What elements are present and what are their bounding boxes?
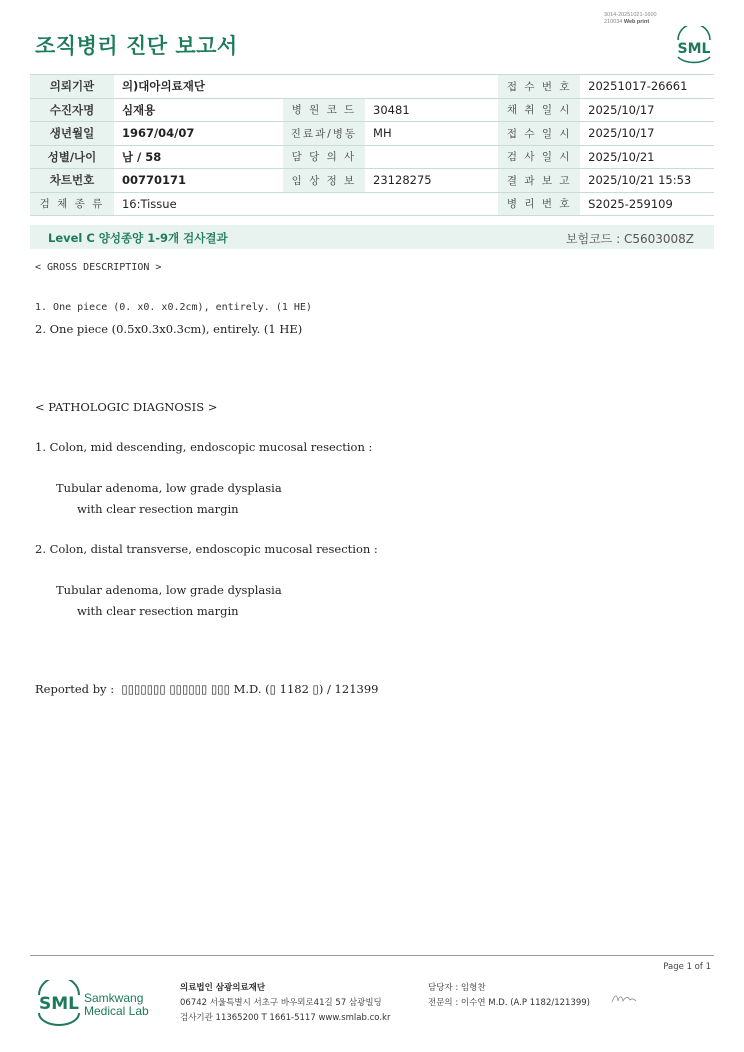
diagnosis-2-site: 2. Colon, distal transverse, endoscopic mucosal resection : <box>35 542 378 556</box>
info-value: 남 / 58 <box>114 145 283 169</box>
footer-organization: 의료법인 삼광의료재단 <box>180 983 266 993</box>
info-label: 결 과 보 고 <box>498 169 580 193</box>
footer-manager: 담당자 : 임형찬 <box>428 983 486 993</box>
reported-by: Reported by : ▯▯▯▯▯▯▯ ▯▯▯▯▯▯ ▯▯▯ M.D. (▯ 1182 ▯) / 121399 <box>35 682 379 696</box>
info-label: 병 리 번 호 <box>498 192 580 216</box>
document-code-number: 210034 <box>604 19 623 25</box>
info-value: 1967/04/07 <box>114 122 283 146</box>
footer-address: 06742 서울특별시 서초구 바우뫼로41길 57 삼광빌딩 <box>180 998 382 1008</box>
document-code-line1: 3014-20251021-1600 <box>604 12 657 18</box>
footer-lab-contact: 검사기관 11365200 T 1661-5117 www.smlab.co.kr <box>180 1013 391 1023</box>
info-value: S2025-259109 <box>580 192 714 216</box>
gross-item-1: 1. One piece (0. x0. x0.2cm), entirely. (1 HE) <box>35 302 312 313</box>
info-label: 진료과/병동 <box>283 122 365 146</box>
info-label: 병 원 코 드 <box>283 98 365 122</box>
sml-logo-text: SML <box>677 41 711 57</box>
page-number: Page 1 of 1 <box>663 962 711 972</box>
info-row <box>30 75 714 99</box>
info-value <box>365 145 498 169</box>
samkwang-logo-text: SML <box>39 994 79 1014</box>
diagnosis-1-site: 1. Colon, mid descending, endoscopic mucosal resection : <box>35 440 373 454</box>
info-label: 의뢰기관 <box>30 75 114 99</box>
info-label: 채 취 일 시 <box>498 98 580 122</box>
test-level-title: Level C 양성종양 1-9개 검사결과 <box>48 231 228 245</box>
info-label: 검 체 종 류 <box>30 192 114 216</box>
info-row <box>30 122 714 146</box>
footer-divider <box>30 955 714 956</box>
test-level-bar <box>30 225 714 249</box>
document-code <box>604 12 657 26</box>
diagnosis-2-margin: with clear resection margin <box>77 604 239 618</box>
info-value: 23128275 <box>365 169 498 193</box>
samkwang-logo-icon <box>36 980 166 1026</box>
diagnosis-2-finding: Tubular adenoma, low grade dysplasia <box>56 583 282 597</box>
info-value: 심재용 <box>114 98 283 122</box>
info-value: 2025/10/21 <box>580 145 714 169</box>
report-title: 조직병리 진단 보고서 <box>35 34 238 58</box>
info-label: 접 수 일 시 <box>498 122 580 146</box>
info-value: 의)대아의료재단 <box>114 75 498 99</box>
info-label: 차트번호 <box>30 169 114 193</box>
diagnosis-1-margin: with clear resection margin <box>77 502 239 516</box>
info-row <box>30 192 714 216</box>
gross-heading: < GROSS DESCRIPTION > <box>35 262 162 273</box>
footer-specialist: 전문의 : 이수연 M.D. (A.P 1182/121399) <box>428 998 590 1008</box>
info-value: 30481 <box>365 98 498 122</box>
info-value: 16:Tissue <box>114 192 498 216</box>
web-print-label: Web print <box>623 19 650 25</box>
info-row <box>30 98 714 122</box>
info-value: MH <box>365 122 498 146</box>
insurance-code: 보험코드 : C5603008Z <box>565 232 694 246</box>
info-value: 00770171 <box>114 169 283 193</box>
info-label: 수진자명 <box>30 98 114 122</box>
info-value: 20251017-26661 <box>580 75 714 99</box>
info-label: 성별/나이 <box>30 145 114 169</box>
gross-item-2: 2. One piece (0.5x0.3x0.3cm), entirely. (1 HE) <box>35 322 303 336</box>
sml-logo-icon <box>672 26 716 66</box>
info-value: 2025/10/21 15:53 <box>580 169 714 193</box>
document-code-line2 <box>604 19 657 26</box>
info-value: 2025/10/17 <box>580 98 714 122</box>
signature-icon <box>610 992 638 1006</box>
info-row <box>30 169 714 193</box>
diagnosis-1-finding: Tubular adenoma, low grade dysplasia <box>56 481 282 495</box>
info-row <box>30 145 714 169</box>
info-label: 담 당 의 사 <box>283 145 365 169</box>
pathologic-heading: < PATHOLOGIC DIAGNOSIS > <box>35 400 218 414</box>
info-label: 접 수 번 호 <box>498 75 580 99</box>
brand-name-line2: Medical Lab <box>84 1004 149 1018</box>
info-label: 임 상 정 보 <box>283 169 365 193</box>
info-label: 검 사 일 시 <box>498 145 580 169</box>
info-value: 2025/10/17 <box>580 122 714 146</box>
brand-name-line1: Samkwang <box>84 991 144 1005</box>
patient-info-table <box>30 74 714 216</box>
info-label: 생년월일 <box>30 122 114 146</box>
